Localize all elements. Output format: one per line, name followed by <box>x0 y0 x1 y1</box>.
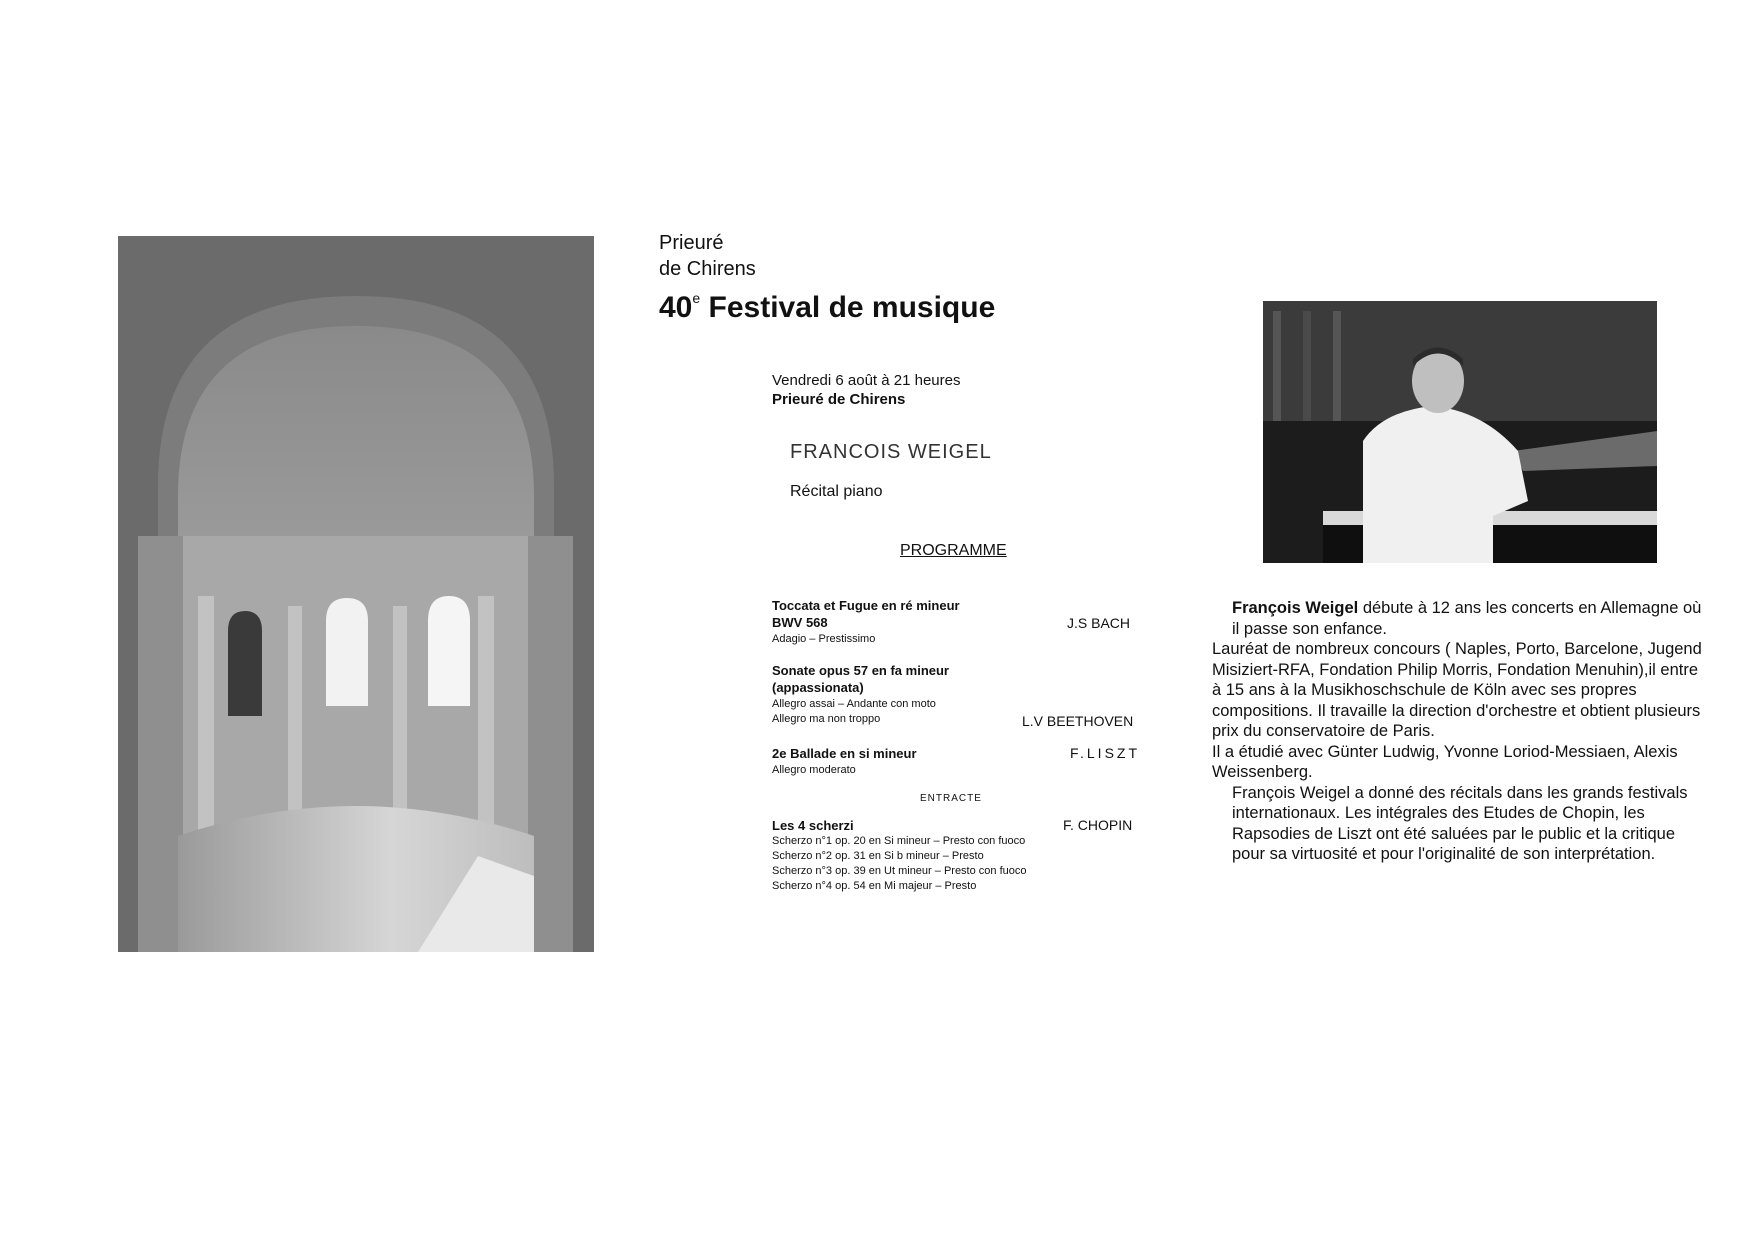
work-title <box>772 745 917 762</box>
movement-line: Scherzo n°1 op. 20 en Si mineur – Presto con fuoco <box>772 835 1026 847</box>
composer-name: F.LISZT <box>1070 745 1141 761</box>
movement-line: Allegro moderato <box>772 764 856 776</box>
work-movements <box>772 632 875 647</box>
festival-title <box>659 290 995 325</box>
work-title <box>772 817 854 834</box>
bio-paragraph: Il a étudié avec Günter Ludwig, Yvonne Loriod-Messiaen, Alexis Weissenberg. <box>1212 742 1678 781</box>
organizer-line-2: de Chirens <box>659 258 756 280</box>
work-title-line: 2e Ballade en si mineur <box>772 746 917 761</box>
work-title-line: BWV 568 <box>772 615 828 630</box>
work-movements <box>772 763 856 778</box>
bio-paragraph: Lauréat de nombreux concours ( Naples, Porto, Barcelone, Jugend Misiziert-RFA, Fondation Philip Morris, Fondation Menuhin),il entre à 15 ans à la Musikhoschschule de Köln avec ses propres compositions. Il travaille la direction d'orchestre et obtient plusieurs prix du conservatoire de Paris. <box>1212 640 1702 740</box>
artist-name: FRANCOIS WEIGEL <box>790 441 992 463</box>
movement-line: Adagio – Prestissimo <box>772 633 876 645</box>
work-title-line: (appassionata) <box>772 680 864 695</box>
recital-type: Récital piano <box>790 483 883 500</box>
work-title-line: Sonate opus 57 en fa mineur <box>772 663 949 678</box>
pianist-photo <box>1263 301 1657 563</box>
program-heading: PROGRAMME <box>900 542 1007 559</box>
event-date: Vendredi 6 août à 21 heures <box>772 372 961 389</box>
movement-line: Allegro ma non troppo <box>772 713 881 725</box>
work-title-line: Toccata et Fugue en ré mineur <box>772 598 960 613</box>
festival-title-text: Festival de musique <box>700 291 996 324</box>
chapel-photo <box>118 236 594 952</box>
composer-name: L.V BEETHOVEN <box>1022 713 1134 729</box>
bio-text: débute à 12 ans les concerts en Allemagne où il passe son enfance. <box>1232 599 1702 638</box>
bio-artist-name: François Weigel <box>1232 599 1359 617</box>
artist-biography <box>1212 598 1702 865</box>
work-movements <box>772 697 936 727</box>
work-title <box>772 662 949 696</box>
bio-paragraph: François Weigel a donné des récitals dans les grands festivals internationaux. Les intégrales des Etudes de Chopin, les Rapsodies de Liszt ont été saluées par le public et la critique pour sa virtuosité et pour l'originalité de son interprétation. <box>1232 783 1688 863</box>
festival-number: 40 <box>659 291 693 324</box>
movement-line: Scherzo n°2 op. 31 en Si b mineur – Presto <box>772 850 984 862</box>
organizer-line-1: Prieuré <box>659 232 724 254</box>
composer-name: F. CHOPIN <box>1063 817 1133 833</box>
festival-ordinal: e <box>692 290 701 306</box>
movement-line: Scherzo n°3 op. 39 en Ut mineur – Presto con fuoco <box>772 865 1027 877</box>
organizer-name <box>659 230 756 282</box>
work-movements <box>772 834 1027 894</box>
work-title <box>772 597 960 631</box>
composer-name: J.S BACH <box>1067 615 1131 631</box>
intermission-label: ENTRACTE <box>920 793 982 804</box>
work-title-line: Les 4 scherzi <box>772 818 854 833</box>
movement-line: Scherzo n°4 op. 54 en Mi majeur – Presto <box>772 880 977 892</box>
event-venue: Prieuré de Chirens <box>772 391 906 408</box>
bio-paragraph <box>1212 598 1702 639</box>
movement-line: Allegro assai – Andante con moto <box>772 698 936 710</box>
